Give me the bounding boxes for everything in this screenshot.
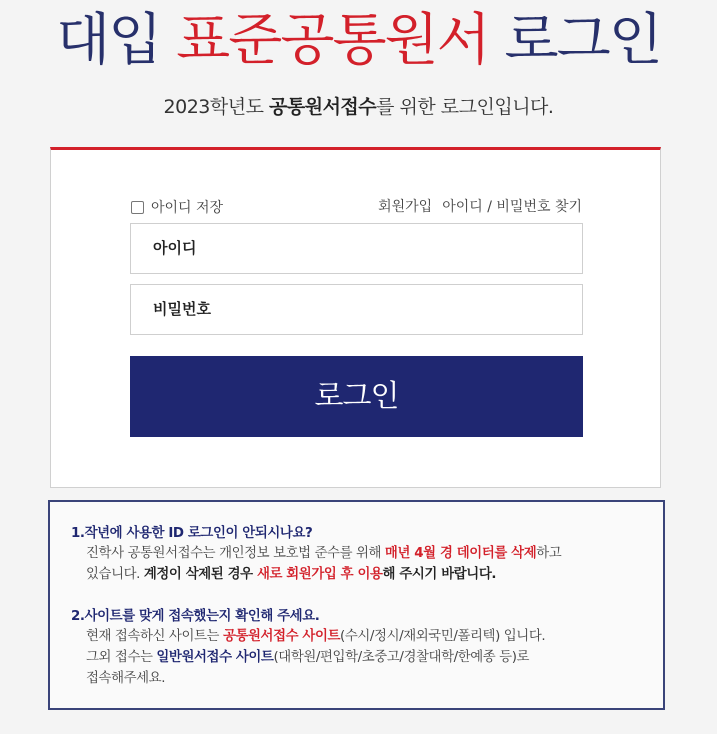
- title-part-1: 대입: [56, 8, 161, 73]
- answer-text: 하고: [536, 546, 562, 561]
- login-button[interactable]: 로그인: [130, 356, 583, 437]
- title-part-2: 표준공통원서: [176, 8, 489, 73]
- answer-text: 있습니다.: [86, 567, 144, 582]
- title-part-3: 로그인: [504, 8, 661, 73]
- id-input[interactable]: 아이디: [130, 223, 583, 274]
- login-box: [50, 147, 661, 488]
- answer-bold: 계정이 삭제된 경우: [143, 567, 257, 582]
- find-account-link[interactable]: 아이디 / 비밀번호 찾기: [442, 199, 582, 215]
- answer-bold: 해 주시기 바랍니다.: [382, 567, 497, 582]
- answer-text: 진학사 공통원서접수는 개인정보 보호법 준수를 위해: [86, 546, 385, 561]
- answer-highlight: 새로 회원가입 후 이용: [256, 567, 383, 582]
- notice-box: [48, 500, 665, 710]
- page-subtitle: [0, 92, 717, 119]
- notice-question-2: 2.사이트를 맞게 접속했는지 확인해 주세요.: [71, 609, 320, 624]
- answer-highlight: 매년 4월 경 데이터를 삭제: [384, 546, 537, 561]
- answer-text: 현재 접속하신 사이트는: [86, 629, 223, 644]
- answer-text: 그외 접수는: [86, 650, 157, 665]
- answer-text: (대학원/편입학/초중고/경찰대학/한예종 등)로: [273, 650, 530, 665]
- general-application-site-link: 일반원서접수 사이트: [156, 650, 274, 665]
- password-input[interactable]: 비밀번호: [130, 284, 583, 335]
- notice-answer-1-line-2: [86, 564, 496, 585]
- common-application-site-link: 공통원서접수 사이트: [222, 629, 341, 644]
- save-id-option[interactable]: [131, 197, 223, 217]
- save-id-label[interactable]: 아이디 저장: [151, 200, 224, 216]
- signup-link[interactable]: 회원가입: [378, 199, 433, 215]
- notice-answer-1-line-1: [86, 543, 561, 564]
- notice-answer-2-line-3: 접속해주세요.: [86, 671, 166, 686]
- subtitle-year: 2023학년도: [163, 96, 264, 118]
- subtitle-bold: 공통원서접수: [269, 96, 377, 118]
- notice-answer-2-line-1: [86, 626, 545, 647]
- notice-answer-2-line-2: [86, 647, 529, 668]
- save-id-checkbox[interactable]: [131, 201, 144, 214]
- page-title: [0, 6, 717, 76]
- subtitle-rest: 를 위한 로그인입니다.: [376, 96, 554, 118]
- notice-question-1: 1.작년에 사용한 ID 로그인이 안되시나요?: [71, 526, 313, 541]
- account-links: [368, 196, 582, 216]
- answer-text: (수시/정시/재외국민/폴리텍) 입니다.: [340, 629, 546, 644]
